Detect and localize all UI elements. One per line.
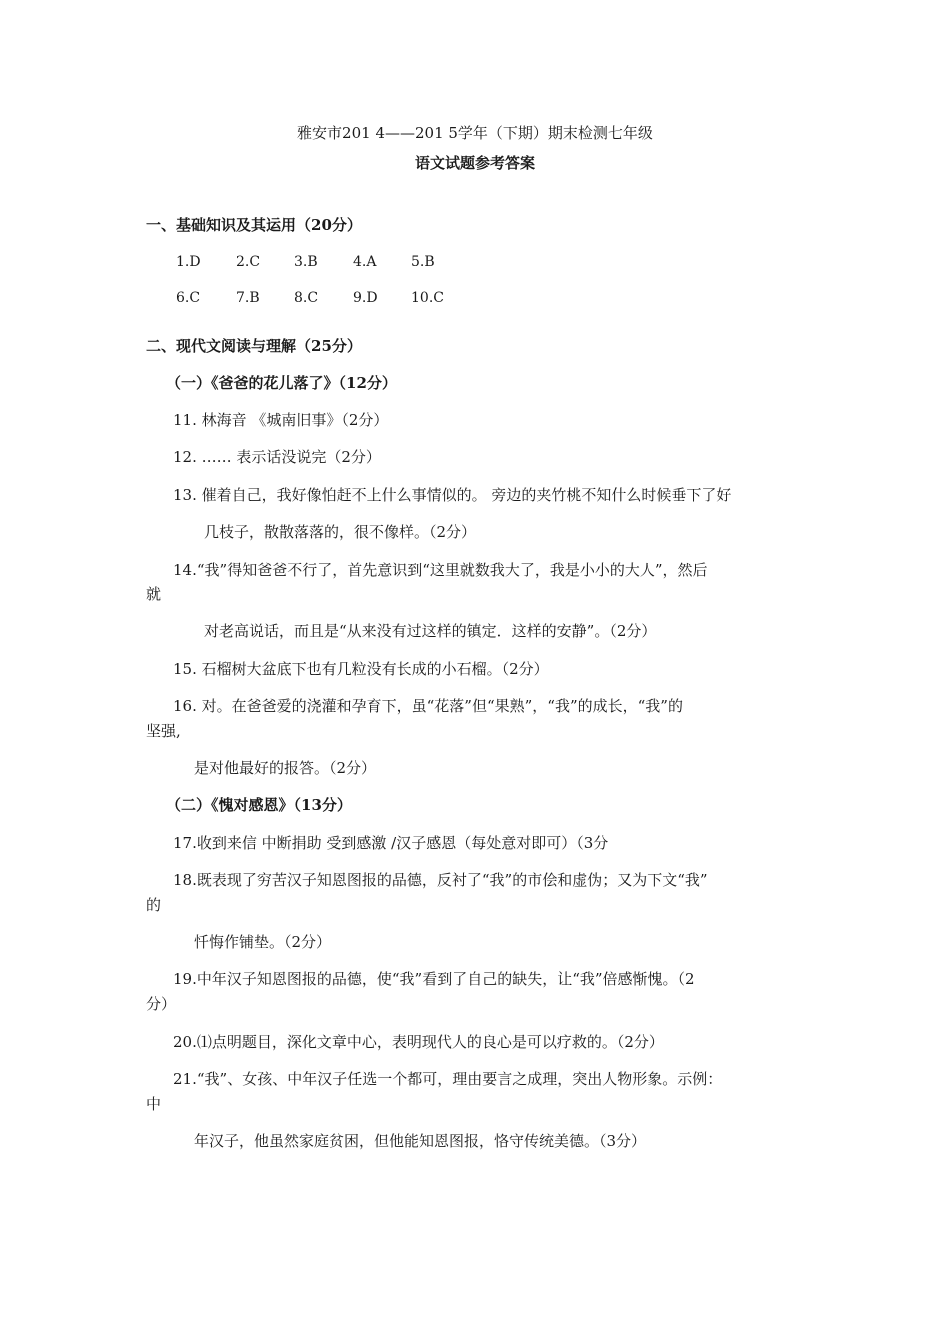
section2-heading: 二、现代文阅读与理解（25分） xyxy=(146,337,362,355)
answer-line: 17.收到来信 中断捐助 受到感激 /汉子感恩（每处意对即可）（3分 xyxy=(173,834,609,852)
answer-line: 16. 对。在爸爸爱的浇灌和孕育下，虽“花落”但“果熟”，“我”的成长，“我”的 xyxy=(173,697,683,715)
answer-line: 是对他最好的报答。（2分） xyxy=(194,759,377,777)
answer-line: 忏悔作铺垫。（2分） xyxy=(194,933,332,951)
mc-answer: 3.B xyxy=(294,254,318,270)
mc-answer: 10.C xyxy=(411,290,444,306)
answer-line: 年汉子，他虽然家庭贫困，但他能知恩图报，恪守传统美德。（3分） xyxy=(194,1132,647,1150)
answer-line-wrap: 坚强, xyxy=(146,722,181,740)
mc-answer: 7.B xyxy=(236,290,260,306)
answer-line: 20.⑴点明题目，深化文章中心，表明现代人的良心是可以疗救的。（2分） xyxy=(173,1033,664,1051)
answer-line: 18.既表现了穷苦汉子知恩图报的品德，反衬了“我”的市侩和虚伪；又为下文“我” xyxy=(173,871,708,889)
mc-answer: 9.D xyxy=(353,290,378,306)
answer-line: 14.“我”得知爸爸不行了，首先意识到“这里就数我大了，我是小小的大人”，然后 xyxy=(173,561,708,579)
mc-answer: 1.D xyxy=(176,254,201,270)
answer-line-wrap: 的 xyxy=(146,896,162,914)
answer-line-wrap: 就 xyxy=(146,585,162,603)
answer-line: 21.“我”、女孩、中年汉子任选一个都可，理由要言之成理，突出人物形象。示例： xyxy=(173,1070,723,1088)
answer-line: 对老高说话，而且是“从来没有过这样的镇定．这样的安静”。（2分） xyxy=(204,622,657,640)
answer-line-wrap: 中 xyxy=(146,1095,162,1113)
mc-answer: 2.C xyxy=(236,254,261,270)
mc-answer: 5.B xyxy=(411,254,435,270)
answer-line: 12. …… 表示话没说完（2分） xyxy=(173,448,381,466)
part1-heading: （一）《爸爸的花儿落了》（12分） xyxy=(166,374,397,392)
mc-answer: 8.C xyxy=(294,290,319,306)
mc-answer: 6.C xyxy=(176,290,201,306)
section1-heading: 一、基础知识及其运用（20分） xyxy=(146,216,362,234)
mc-answer: 4.A xyxy=(353,254,377,270)
answer-line: 几枝子，散散落落的，很不像样。（2分） xyxy=(204,523,477,541)
answer-line-wrap: 分） xyxy=(146,995,177,1013)
answer-line: 11. 林海音 《城南旧事》（2分） xyxy=(173,411,389,429)
answer-line: 13. 催着自己，我好像怕赶不上什么事情似的。 旁边的夹竹桃不知什么时候垂下了好 xyxy=(173,486,732,504)
answer-line: 19.中年汉子知恩图报的品德，使“我”看到了自己的缺失，让“我”倍感惭愧。（2 xyxy=(173,970,695,988)
doc-title-line2: 语文试题参考答案 xyxy=(414,154,535,172)
answer-line: 15. 石榴树大盆底下也有几粒没有长成的小石榴。（2分） xyxy=(173,660,549,678)
doc-title-line1: 雅安市201 4——201 5学年（下期）期末检测七年级 xyxy=(297,124,653,142)
part2-heading: （二）《愧对感恩》（13分） xyxy=(166,796,352,814)
